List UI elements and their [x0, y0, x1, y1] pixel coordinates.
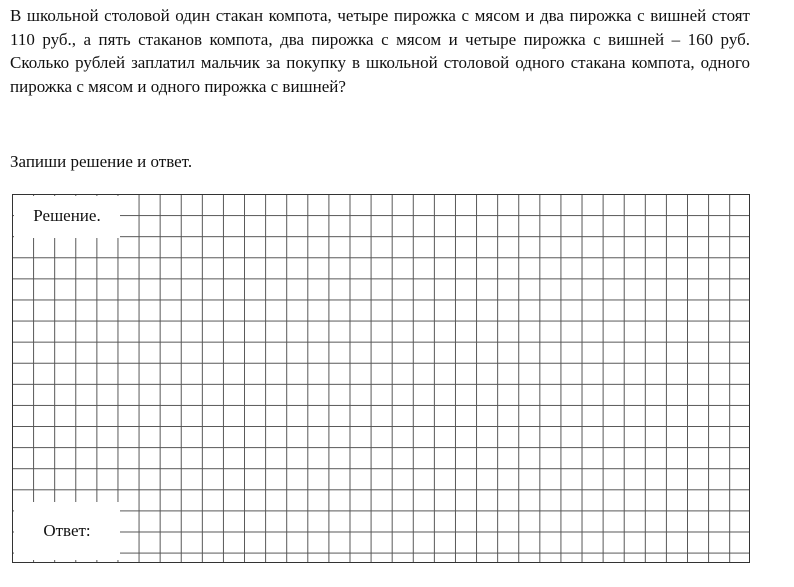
- answer-grid[interactable]: [12, 194, 750, 563]
- instruction-text: Запиши решение и ответ.: [10, 152, 193, 171]
- solution-label: Решение.: [14, 196, 120, 238]
- answer-label: Ответ:: [14, 502, 120, 560]
- problem-statement: В школьной столовой один стакан компота, четыре пирожка с мясом и два пирожка с вишней стоят 110 руб., а пять стаканов компота, два пирожка с мясом и четыре пирожка с вишней – 160 руб. Сколько рублей заплатил мальчик за покупку в школьной столовой одного стакана компота, одного пирожка с мясом и одного пирожка с вишней?: [10, 6, 750, 96]
